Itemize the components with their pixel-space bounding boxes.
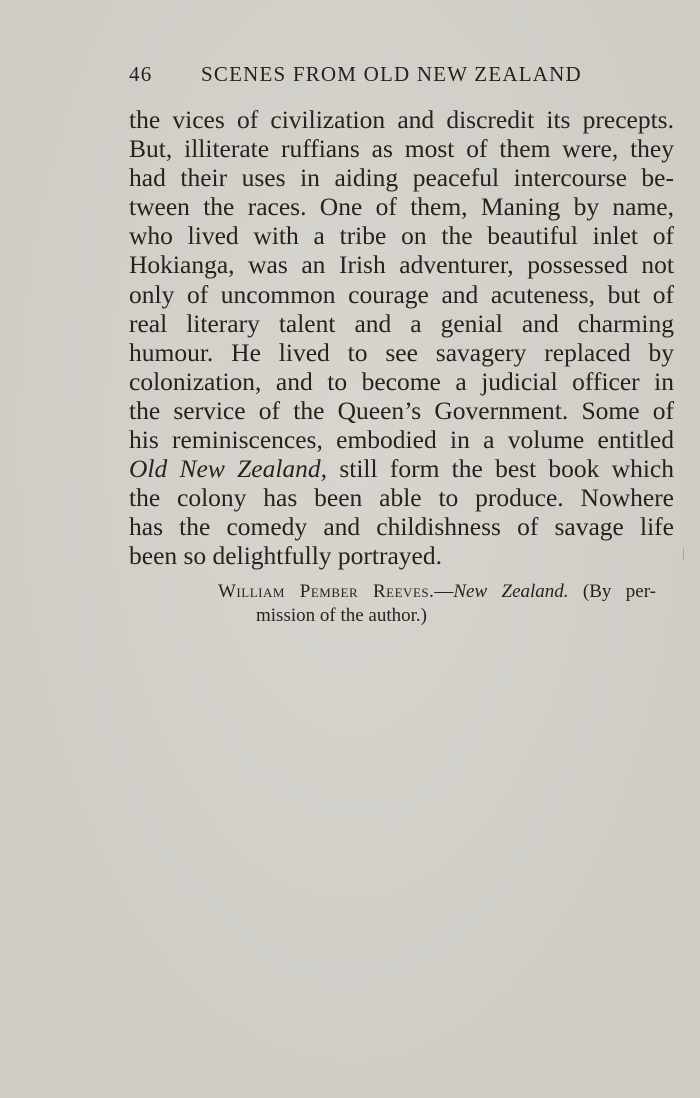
source-title: New Zealand. [453, 581, 569, 602]
text-line-4: tween the races. One of them, Maning by name, [129, 192, 674, 222]
text-line-2: But, illiterate ruffians as most of them were, they [129, 134, 674, 164]
text-line-14: the colony has been able to produce. Nowhere [129, 483, 674, 513]
text-line-10: colonization, and to become a judicial officer in [129, 366, 674, 396]
text-line-16: been so delightfully portrayed. [129, 541, 442, 571]
running-header [129, 62, 609, 92]
text-line-3: had their uses in aiding peaceful intercourse be- [129, 163, 674, 193]
text-line-15: has the comedy and childishness of savage life [129, 512, 674, 542]
book-title-italic: Old New Zealand, [129, 454, 328, 484]
attribution-line-1 [218, 580, 656, 604]
page-number: 46 [129, 62, 153, 86]
attribution-line-2: mission of the author.) [256, 605, 427, 626]
text-line-8: real literary talent and a genial and charming [129, 308, 674, 338]
author-name: William Pember Reeves. [218, 581, 435, 602]
text-line-6: Hokianga, was an Irish adventurer, possessed not [129, 250, 674, 280]
attribution [218, 580, 656, 628]
text-line-7: only of uncommon courage and acuteness, but of [129, 279, 674, 309]
permission-note-start: (By per- [568, 581, 657, 602]
text-line-5: who lived with a tribe on the beautiful inlet of [129, 221, 674, 251]
text-line-13 [129, 454, 674, 483]
text-line-9: humour. He lived to see savagery replaced by [129, 337, 674, 367]
text-line-11: the service of the Queen’s Government. Some of [129, 395, 674, 425]
body-paragraph [129, 105, 674, 571]
paper-mark [683, 548, 684, 560]
running-title: SCENES FROM OLD NEW ZEALAND [201, 62, 582, 86]
text-line-12: his reminiscences, embodied in a volume entitled [129, 425, 674, 455]
text-line-1: the vices of civilization and discredit its precepts. [129, 105, 674, 134]
attribution-dash: — [434, 581, 454, 602]
text-line-13-rest: still form the best book which [327, 454, 674, 484]
